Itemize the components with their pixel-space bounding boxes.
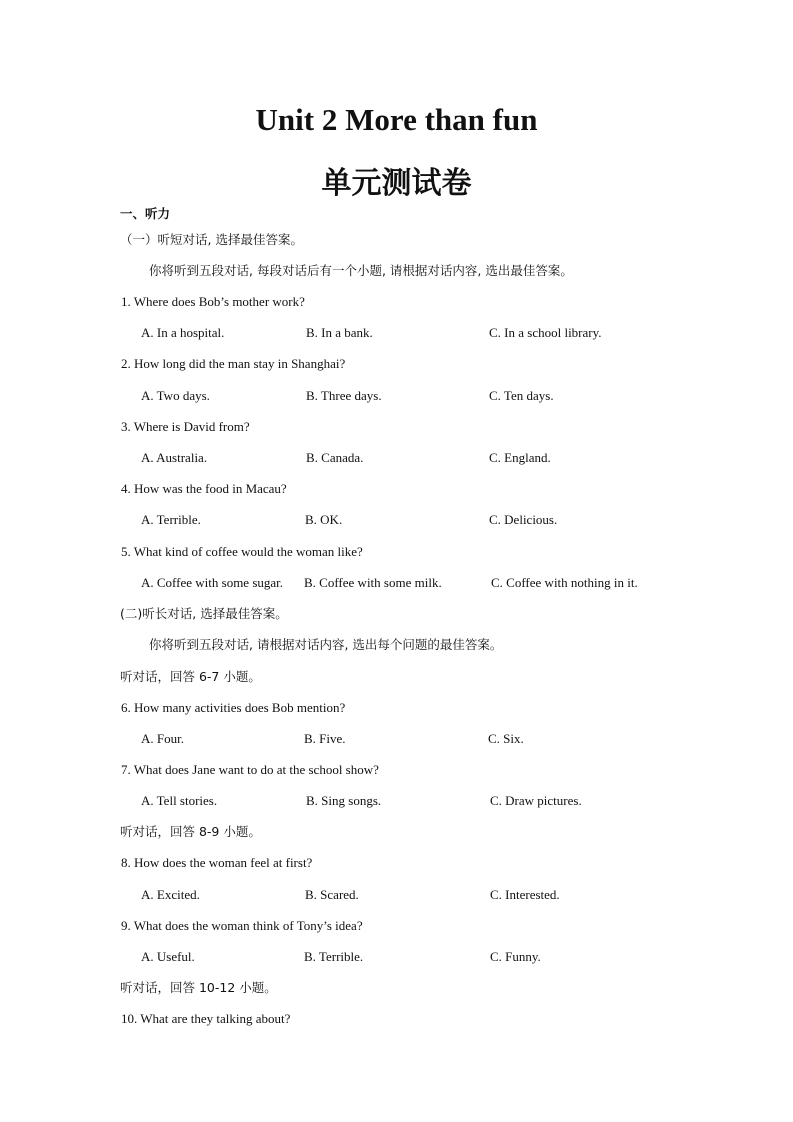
question-8-option-c: C. Interested. — [490, 887, 560, 902]
question-1-option-a: A. In a hospital. — [141, 325, 225, 340]
question-8: 8. How does the woman feel at first? — [121, 855, 313, 870]
question-6-option-c: C. Six. — [488, 731, 524, 746]
part1-heading: （一）听短对话, 选择最佳答案。 — [120, 232, 303, 247]
question-4: 4. How was the food in Macau? — [121, 481, 287, 496]
question-7-option-b: B. Sing songs. — [306, 793, 382, 808]
question-1-option-c: C. In a school library. — [489, 325, 602, 340]
question-5-option-a: A. Coffee with some sugar. — [141, 575, 284, 590]
group-note-8-9: 听对话，回答 8-9 小题。 — [120, 824, 261, 839]
question-9-option-c: C. Funny. — [490, 949, 541, 964]
question-8-option-b: B. Scared. — [305, 887, 359, 902]
question-9-option-b: B. Terrible. — [304, 949, 364, 964]
question-1: 1. Where does Bob’s mother work? — [121, 294, 305, 309]
question-6-option-a: A. Four. — [141, 731, 184, 746]
group-note-6-7: 听对话，回答 6-7 小题。 — [120, 669, 261, 684]
question-8-option-a: A. Excited. — [141, 887, 200, 902]
question-5: 5. What kind of coffee would the woman like? — [121, 544, 363, 559]
question-9-option-a: A. Useful. — [141, 949, 195, 964]
question-7: 7. What does Jane want to do at the school show? — [121, 762, 379, 777]
question-7-option-a: A. Tell stories. — [141, 793, 218, 808]
page-title: Unit 2 More than fun — [255, 102, 538, 137]
section-heading-listening: 一、听力 — [120, 206, 171, 221]
question-10: 10. What are they talking about? — [121, 1011, 291, 1026]
page-subtitle: 单元测试卷 — [321, 166, 472, 201]
question-3: 3. Where is David from? — [121, 419, 250, 434]
question-9: 9. What does the woman think of Tony’s idea? — [121, 918, 363, 933]
question-4-option-a: A. Terrible. — [141, 512, 201, 527]
part2-heading: (二)听长对话, 选择最佳答案。 — [120, 606, 288, 621]
question-6: 6. How many activities does Bob mention? — [121, 700, 346, 715]
question-5-option-b: B. Coffee with some milk. — [304, 575, 442, 590]
question-2-option-b: B. Three days. — [306, 388, 382, 403]
question-2: 2. How long did the man stay in Shanghai? — [121, 356, 346, 371]
question-2-option-c: C. Ten days. — [489, 388, 554, 403]
group-note-10-12: 听对话，回答 10-12 小题。 — [120, 980, 277, 995]
question-3-option-a: A. Australia. — [141, 450, 208, 465]
part1-instruction: 你将听到五段对话, 每段对话后有一个小题, 请根据对话内容, 选出最佳答案。 — [149, 263, 573, 278]
question-4-option-c: C. Delicious. — [489, 512, 558, 527]
question-5-option-c: C. Coffee with nothing in it. — [491, 575, 638, 590]
question-7-option-c: C. Draw pictures. — [490, 793, 582, 808]
question-6-option-b: B. Five. — [304, 731, 346, 746]
question-3-option-c: C. England. — [489, 450, 551, 465]
part2-instruction: 你将听到五段对话, 请根据对话内容, 选出每个问题的最佳答案。 — [149, 637, 503, 652]
question-1-option-b: B. In a bank. — [306, 325, 373, 340]
question-4-option-b: B. OK. — [305, 512, 343, 527]
question-2-option-a: A. Two days. — [141, 388, 210, 403]
question-3-option-b: B. Canada. — [306, 450, 364, 465]
